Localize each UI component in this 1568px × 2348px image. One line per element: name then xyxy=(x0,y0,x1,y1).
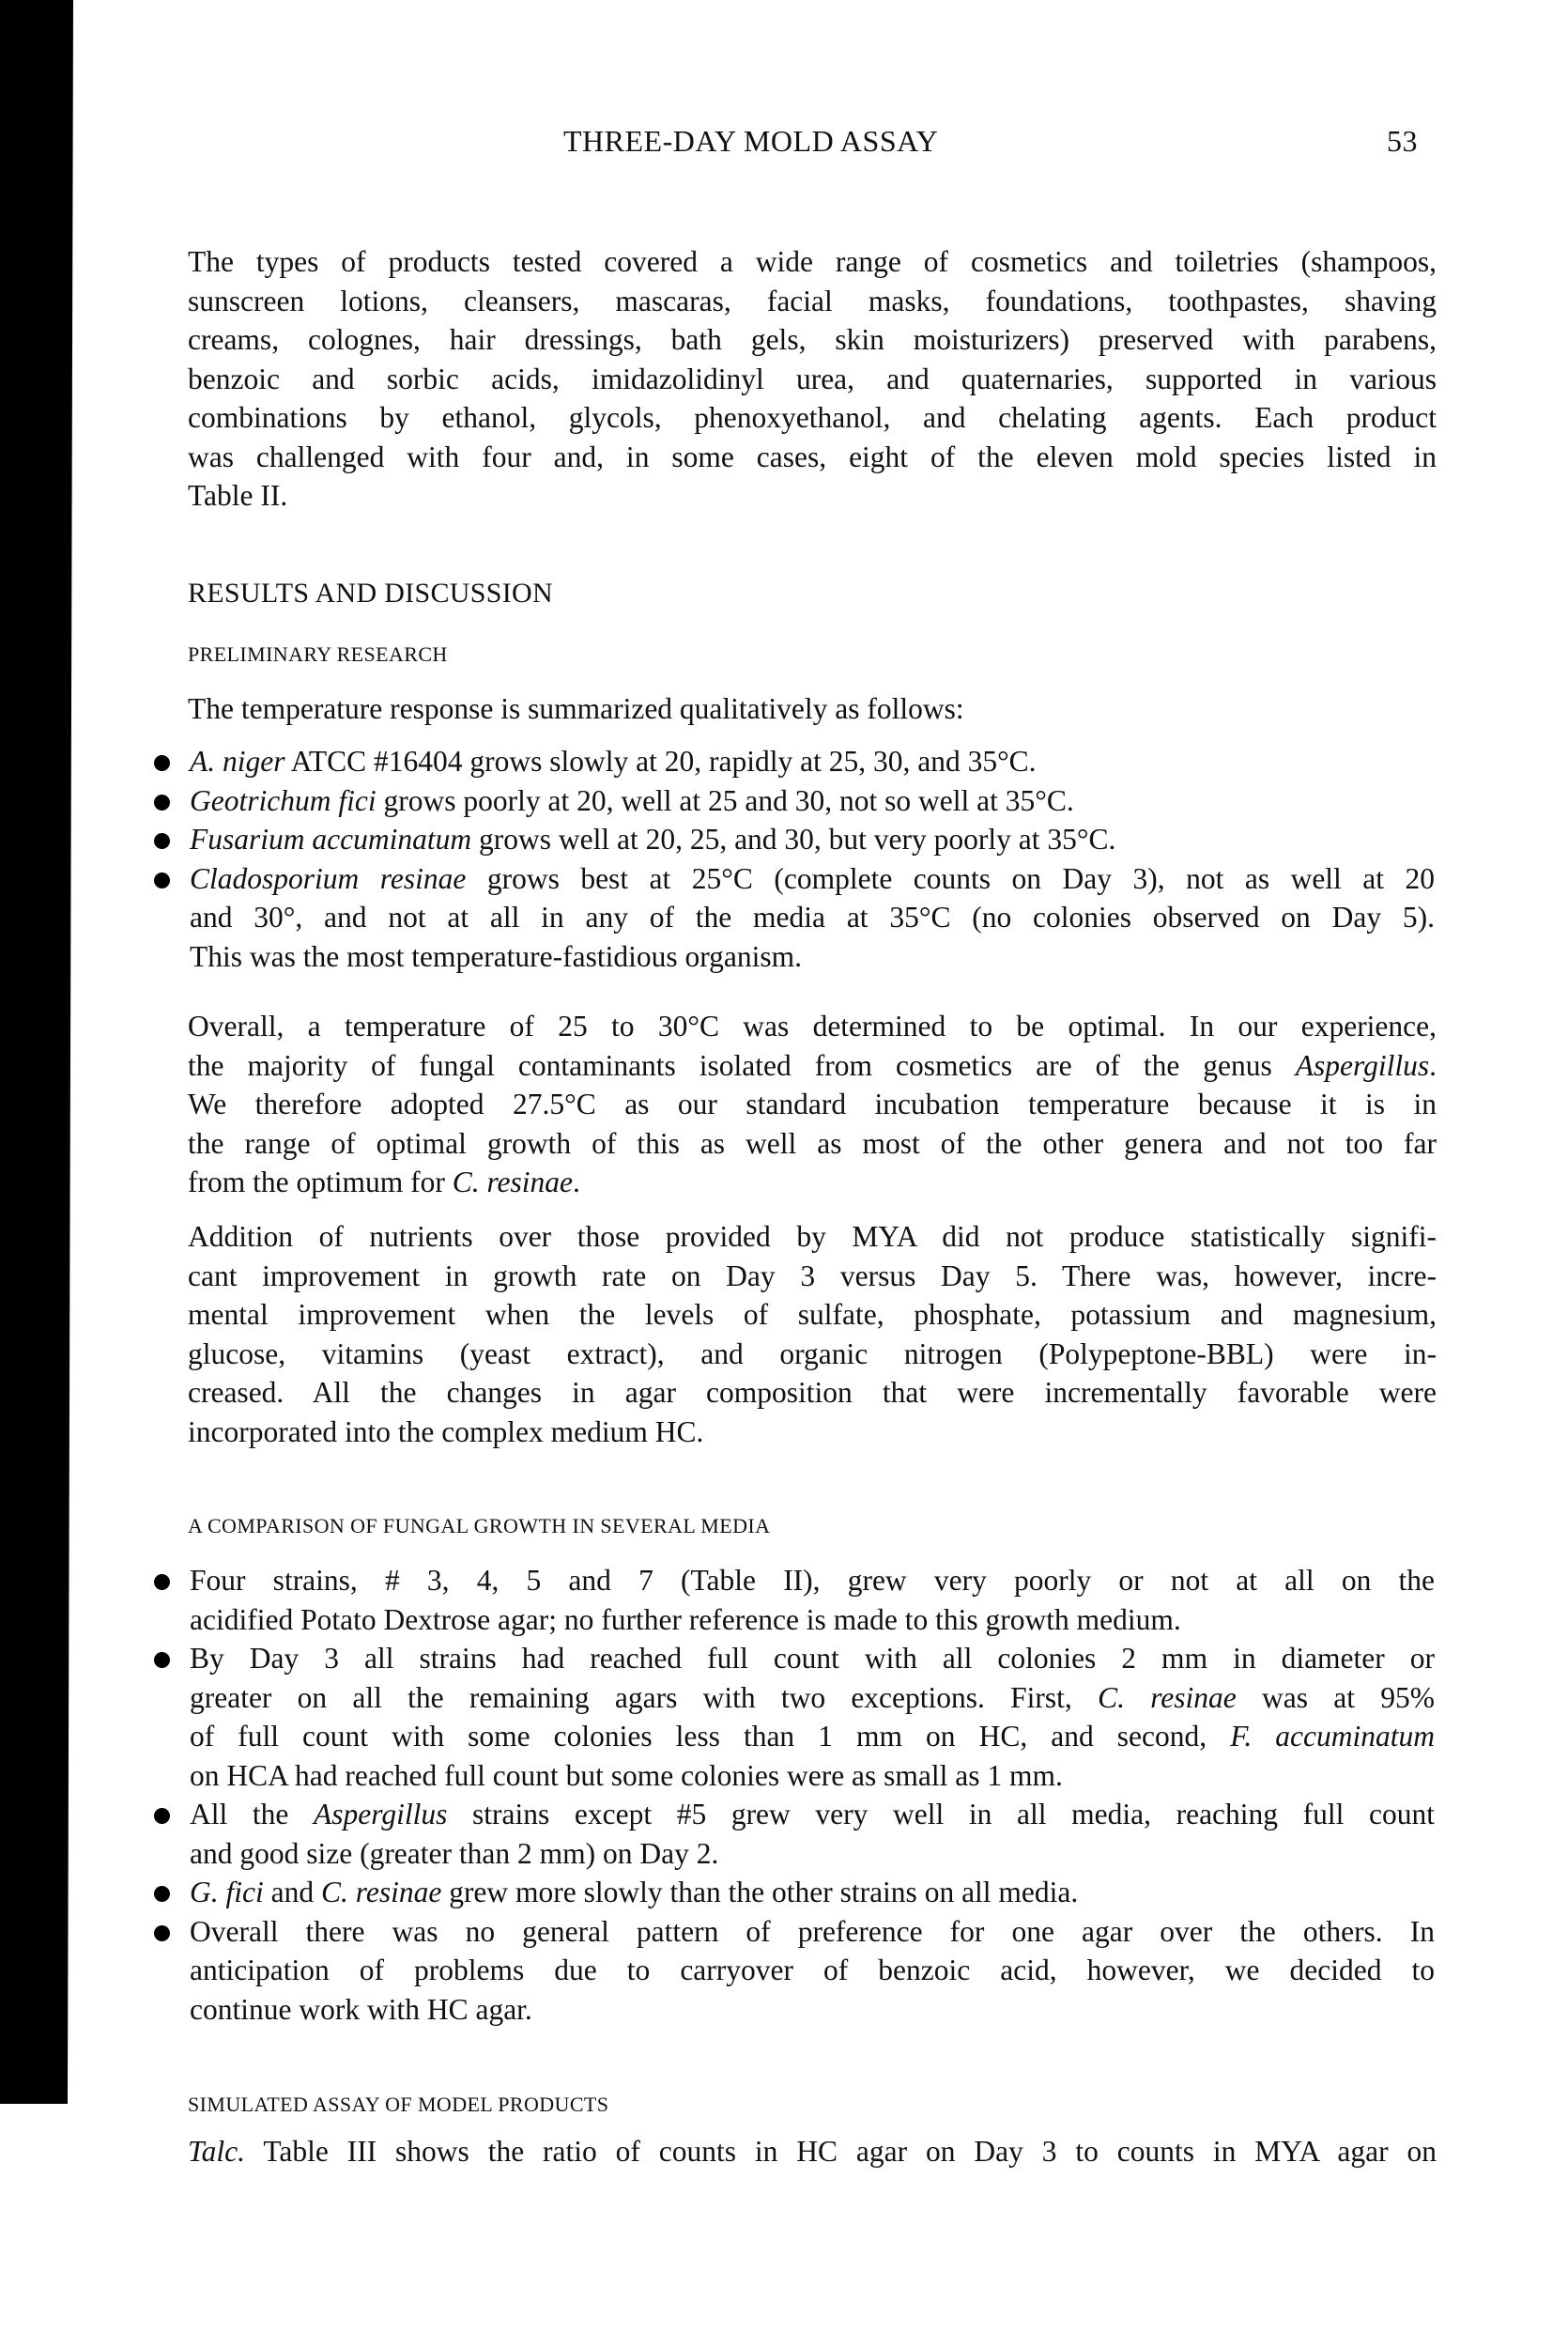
bullet-item xyxy=(188,781,1435,821)
bullet-item xyxy=(188,820,1435,859)
species-name: G. fici xyxy=(190,1876,264,1908)
bullet-text: grows poorly at 20, well at 25 and 30, not so well at 35°C. xyxy=(383,783,1074,817)
bullet-text: anticipation of problems due to carryover of benzoic acid, however, we decided to xyxy=(190,1954,1435,1986)
subsection-heading-comparison: A COMPARISON OF FUNGAL GROWTH IN SEVERAL MEDIA xyxy=(188,1514,771,1537)
text-line: Table II. xyxy=(188,479,288,512)
bullet-dot-icon xyxy=(154,833,170,849)
bullet-item xyxy=(188,742,1435,781)
species-name: A. niger xyxy=(190,745,285,778)
text-line: the range of optimal growth of this as well as most of the other genera and not too far xyxy=(188,1126,1437,1160)
bullet-item xyxy=(188,1912,1435,2030)
text-line: benzoic and sorbic acids, imidazolidinyl urea, and quaternaries, supported in various xyxy=(188,362,1437,395)
text-line: Addition of nutrients over those provided by MYA did not produce statistically signifi- xyxy=(188,1220,1437,1253)
text-span: Table III shows the ratio of counts in HC agar on Day 3 to counts in MYA agar on xyxy=(263,2135,1437,2168)
bullet-item xyxy=(188,1873,1435,1912)
text-line: combinations by ethanol, glycols, phenoxyethanol, and chelating agents. Each product xyxy=(188,401,1437,434)
text-span: from the optimum for xyxy=(188,1166,445,1198)
preliminary-lead xyxy=(188,689,1437,729)
species-name: Geotrichum fici xyxy=(190,783,377,817)
comparison-bullet-list xyxy=(188,1561,1435,2029)
text-line: sunscreen lotions, cleansers, mascaras, facial masks, foundations, toothpastes, shaving xyxy=(188,284,1437,317)
text-line: mental improvement when the levels of sulfate, phosphate, potassium and magnesium, xyxy=(188,1298,1437,1331)
bullet-item xyxy=(188,1561,1435,1639)
text-span: strains except #5 grew very well in all media, reaching full count xyxy=(472,1798,1436,1831)
bullet-text: acidified Potato Dextrose agar; no further reference is made to this growth medium. xyxy=(190,1602,1181,1636)
text-line: Overall, a temperature of 25 to 30°C was determined to be optimal. In our experience, xyxy=(188,1010,1437,1043)
bullet-item xyxy=(188,1795,1435,1873)
scan-edge-shadow xyxy=(0,0,75,2104)
bullet-dot-icon xyxy=(154,1925,170,1941)
subsection-heading-simulated: SIMULATED ASSAY OF MODEL PRODUCTS xyxy=(188,2093,609,2116)
text-span: greater on all the remaining agars with two exceptions. First, xyxy=(190,1680,1072,1714)
bullet-dot-icon xyxy=(154,1652,170,1668)
bullet-dot-icon xyxy=(154,1886,170,1902)
overall-paragraph xyxy=(188,1007,1437,1202)
bullet-text: This was the most temperature-fastidious organism. xyxy=(190,939,803,973)
bullet-text: ATCC #16404 grows slowly at 20, rapidly at 25, 30, and 35°C. xyxy=(290,745,1037,778)
species-name: C. resinae xyxy=(1098,1680,1237,1714)
species-name: F. accuminatum xyxy=(1230,1720,1435,1753)
species-name: C. resinae xyxy=(452,1166,574,1198)
run-in-heading: Talc. xyxy=(188,2135,245,2168)
text-line: creased. All the changes in agar composition that were incrementally favorable were xyxy=(188,1376,1437,1409)
species-name: C. resinae xyxy=(320,1876,442,1908)
bullet-dot-icon xyxy=(154,795,170,811)
subsection-heading-preliminary: PRELIMINARY RESEARCH xyxy=(188,642,448,666)
text-span: of full count with some colonies less than 1 mm on HC, and second, xyxy=(190,1720,1207,1753)
text-line: incorporated into the complex medium HC. xyxy=(188,1414,704,1448)
text-line: was challenged with four and, in some cases, eight of the eleven mold species listed in xyxy=(188,440,1437,473)
species-name: Fusarium accuminatum xyxy=(190,823,472,856)
text-line: The types of products tested covered a wide range of cosmetics and toiletries (shampoos, xyxy=(188,245,1437,278)
bullet-text: on HCA had reached full count but some colonies were as small as 1 mm. xyxy=(190,1758,1063,1792)
bullet-dot-icon xyxy=(154,1808,170,1824)
text-span: All the xyxy=(190,1798,289,1831)
bullet-item xyxy=(188,1639,1435,1795)
bullet-dot-icon xyxy=(154,873,170,888)
bullet-item xyxy=(188,859,1435,977)
text-span: grew more slowly than the other strains on all media. xyxy=(449,1876,1079,1908)
bullet-text: and good size (greater than 2 mm) on Day 2. xyxy=(190,1836,719,1870)
section-heading-results: RESULTS AND DISCUSSION xyxy=(188,578,553,609)
running-head-title: THREE-DAY MOLD ASSAY xyxy=(563,124,939,158)
bullet-text: continue work with HC agar. xyxy=(190,1992,532,2026)
bullet-text: and 30°, and not at all in any of the media at 35°C (no colonies observed on Day 5). xyxy=(190,901,1435,934)
temperature-bullet-list xyxy=(188,742,1435,976)
genus-name: Aspergillus xyxy=(314,1798,448,1831)
text-line: creams, colognes, hair dressings, bath gels, skin moisturizers) preserved with parabens, xyxy=(188,323,1437,356)
genus-name: Aspergillus xyxy=(1295,1048,1430,1082)
bullet-text: Four strains, # 3, 4, 5 and 7 (Table II), grew very poorly or not at all on the xyxy=(190,1564,1435,1597)
species-name: Cladosporium resinae xyxy=(190,861,467,895)
text-line: The temperature response is summarized qualitatively as follows: xyxy=(188,692,964,725)
text-span: the majority of fungal contaminants isolated from cosmetics are of the genus xyxy=(188,1048,1272,1082)
bullet-dot-icon xyxy=(154,1574,170,1590)
running-head xyxy=(188,124,1437,162)
simulated-lead xyxy=(188,2132,1437,2171)
text-line: cant improvement in growth rate on Day 3 versus Day 5. There was, however, incre- xyxy=(188,1259,1437,1292)
text-span: . xyxy=(1429,1048,1437,1082)
intro-paragraph xyxy=(188,242,1437,516)
text-line: glucose, vitamins (yeast extract), and organic nitrogen (Polypeptone-BBL) were in- xyxy=(188,1336,1437,1370)
bullet-dot-icon xyxy=(154,755,170,771)
text-span: . xyxy=(573,1166,580,1198)
bullet-text: By Day 3 all strains had reached full count with all colonies 2 mm in diameter or xyxy=(190,1642,1435,1675)
bullet-text: grows well at 20, 25, and 30, but very poorly at 35°C. xyxy=(478,823,1116,856)
nutrients-paragraph xyxy=(188,1217,1437,1451)
bullet-text: Overall there was no general pattern of preference for one agar over the others. In xyxy=(190,1914,1435,1948)
bullet-text: grows best at 25°C (complete counts on Day 3), not as well at 20 xyxy=(486,861,1436,895)
page-number: 53 xyxy=(1387,124,1418,158)
text-span: was at 95% xyxy=(1262,1680,1436,1714)
text-span: and xyxy=(270,1876,315,1908)
text-line: We therefore adopted 27.5°C as our standard incubation temperature because it is in xyxy=(188,1088,1437,1120)
